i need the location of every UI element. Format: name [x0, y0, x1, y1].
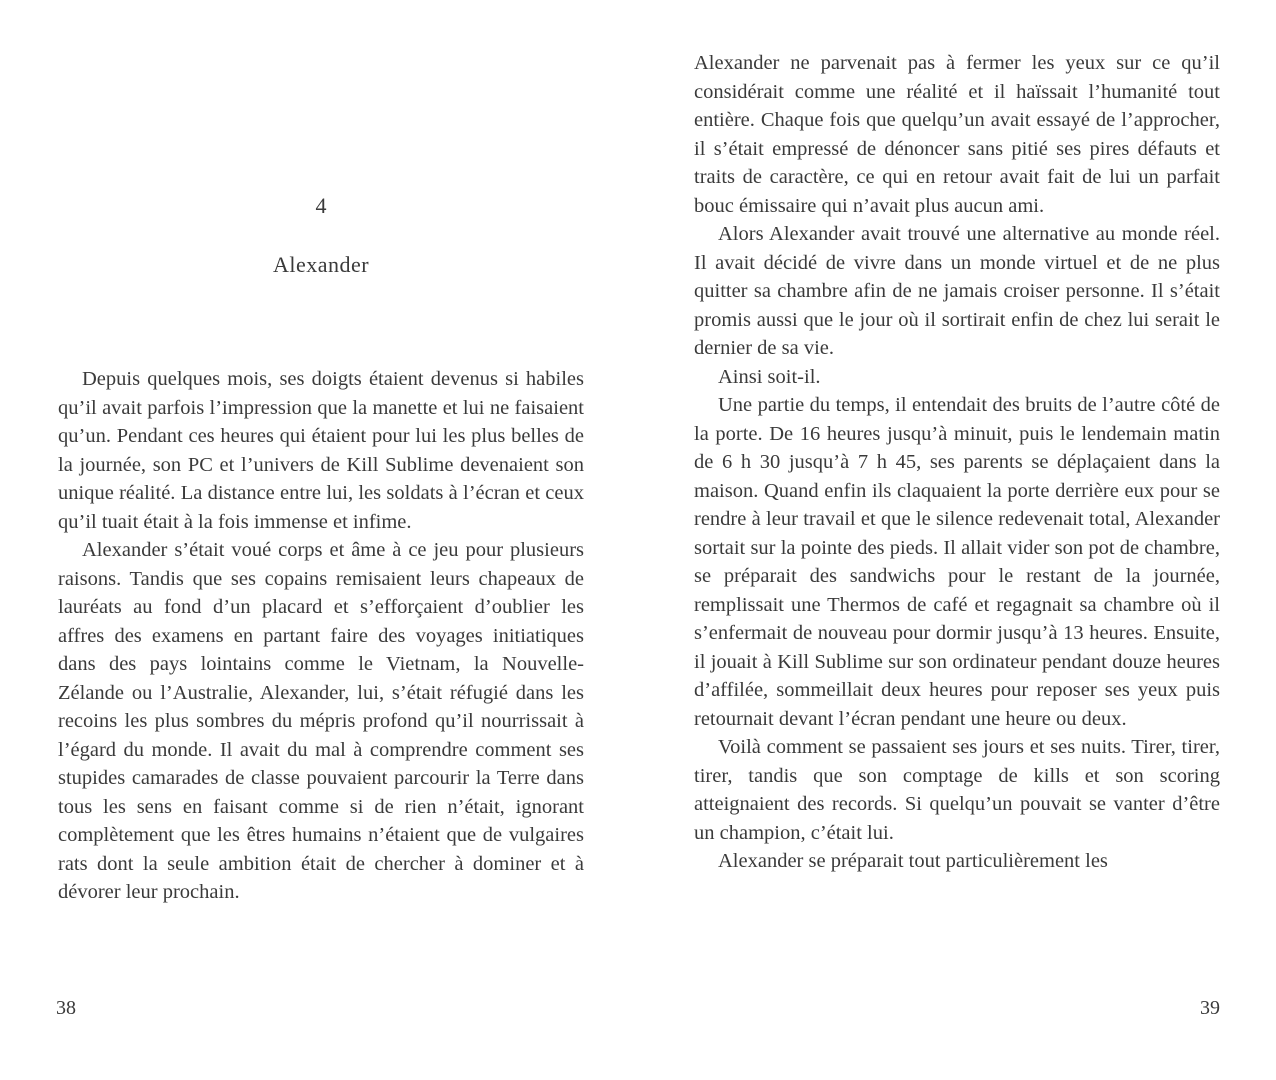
- left-page-body: [58, 365, 584, 907]
- chapter-number: 4: [315, 193, 327, 218]
- page-number: 39: [1200, 997, 1220, 1019]
- paragraph: Alors Alexander avait trouvé une alternative au monde réel. Il avait décidé de vivre dans un monde virtuel et de ne plus quitter sa chambre afin de ne jamais croiser personne. Il s’était promis aussi que le jour où il sortirait enfin de chez lui serait le dernier de sa vie.: [694, 223, 1220, 359]
- chapter-title: Alexander: [272, 252, 370, 277]
- paragraph: Depuis quelques mois, ses doigts étaient devenus si habiles qu’il avait parfois l’impression que la manette et lui ne faisaient qu’un. Pendant ces heures qui étaient pour lui les plus belles de la journée, son PC et l’univers de Kill Sublime devenaient son unique réalité. La distance entre lui, les soldats à l’écran et ceux qu’il tuait était à la fois immense et infime.: [58, 368, 584, 533]
- right-page: [638, 0, 1276, 1080]
- paragraph: Une partie du temps, il entendait des bruits de l’autre côté de la porte. De 16 heures jusqu’à minuit, puis le lendemain matin de 6 h 30 jusqu’à 7 h 45, ses parents se déplaçaient dans la maison. Quand enfin ils claquaient la porte derrière eux pour se rendre à leur travail et que le silence redevenait total, Alexander sortait sur la pointe des pieds. Il allait vider son pot de chambre, se préparait des sandwichs pour le restant de la journée, remplissait une Thermos de café et regagnait sa chambre où il s’enfermait de nouveau pour dormir jusqu’à 13 heures. Ensuite, il jouait à Kill Sublime sur son ordinateur pendant douze heures d’affilée, sommeillait deux heures pour reposer ses yeux puis retournait devant l’écran pendant une heure ou deux.: [694, 394, 1220, 730]
- right-page-body: [694, 49, 1220, 876]
- paragraph: Alexander ne parvenait pas à fermer les yeux sur ce qu’il considérait comme une réalité et il haïssait l’humanité tout entière. Chaque fois que quelqu’un avait essayé de l’approcher, il s’était empressé de dénoncer sans pitié ses pires défauts et traits de caractère, ce qui en retour avait fait de lui un parfait bouc émissaire qui n’avait plus aucun ami.: [694, 52, 1220, 217]
- paragraph: Alexander se préparait tout particulièrement les: [718, 850, 1108, 872]
- paragraph: Ainsi soit-il.: [718, 365, 821, 388]
- page-number: 38: [56, 997, 76, 1019]
- paragraph: Voilà comment se passaient ses jours et ses nuits. Tirer, tirer, tirer, tandis que son comptage de kills et son scoring atteignaient des records. Si quelqu’un pouvait se vanter d’être un champion, c’était lui.: [694, 736, 1220, 844]
- paragraph: Alexander s’était voué corps et âme à ce jeu pour plusieurs raisons. Tandis que ses copains remisaient leurs chapeaux de lauréats au fond d’un placard et s’efforçaient d’oublier les affres des examens en partant faire des voyages initiatiques dans des pays lointains comme le Vietnam, la Nouvelle-Zélande ou l’Australie, Alexander, lui, s’était réfugié dans les recoins les plus sombres du mépris profond qu’il nourrissait à l’égard du monde. Il avait du mal à comprendre comment ses stupides camarades de classe pouvaient parcourir la Terre dans tous les sens en faisant comme si de rien n’était, ignorant complètement que les êtres humains n’étaient que de vulgaires rats dont la seule ambition était de chercher à dominer et à dévorer leur prochain.: [58, 539, 584, 903]
